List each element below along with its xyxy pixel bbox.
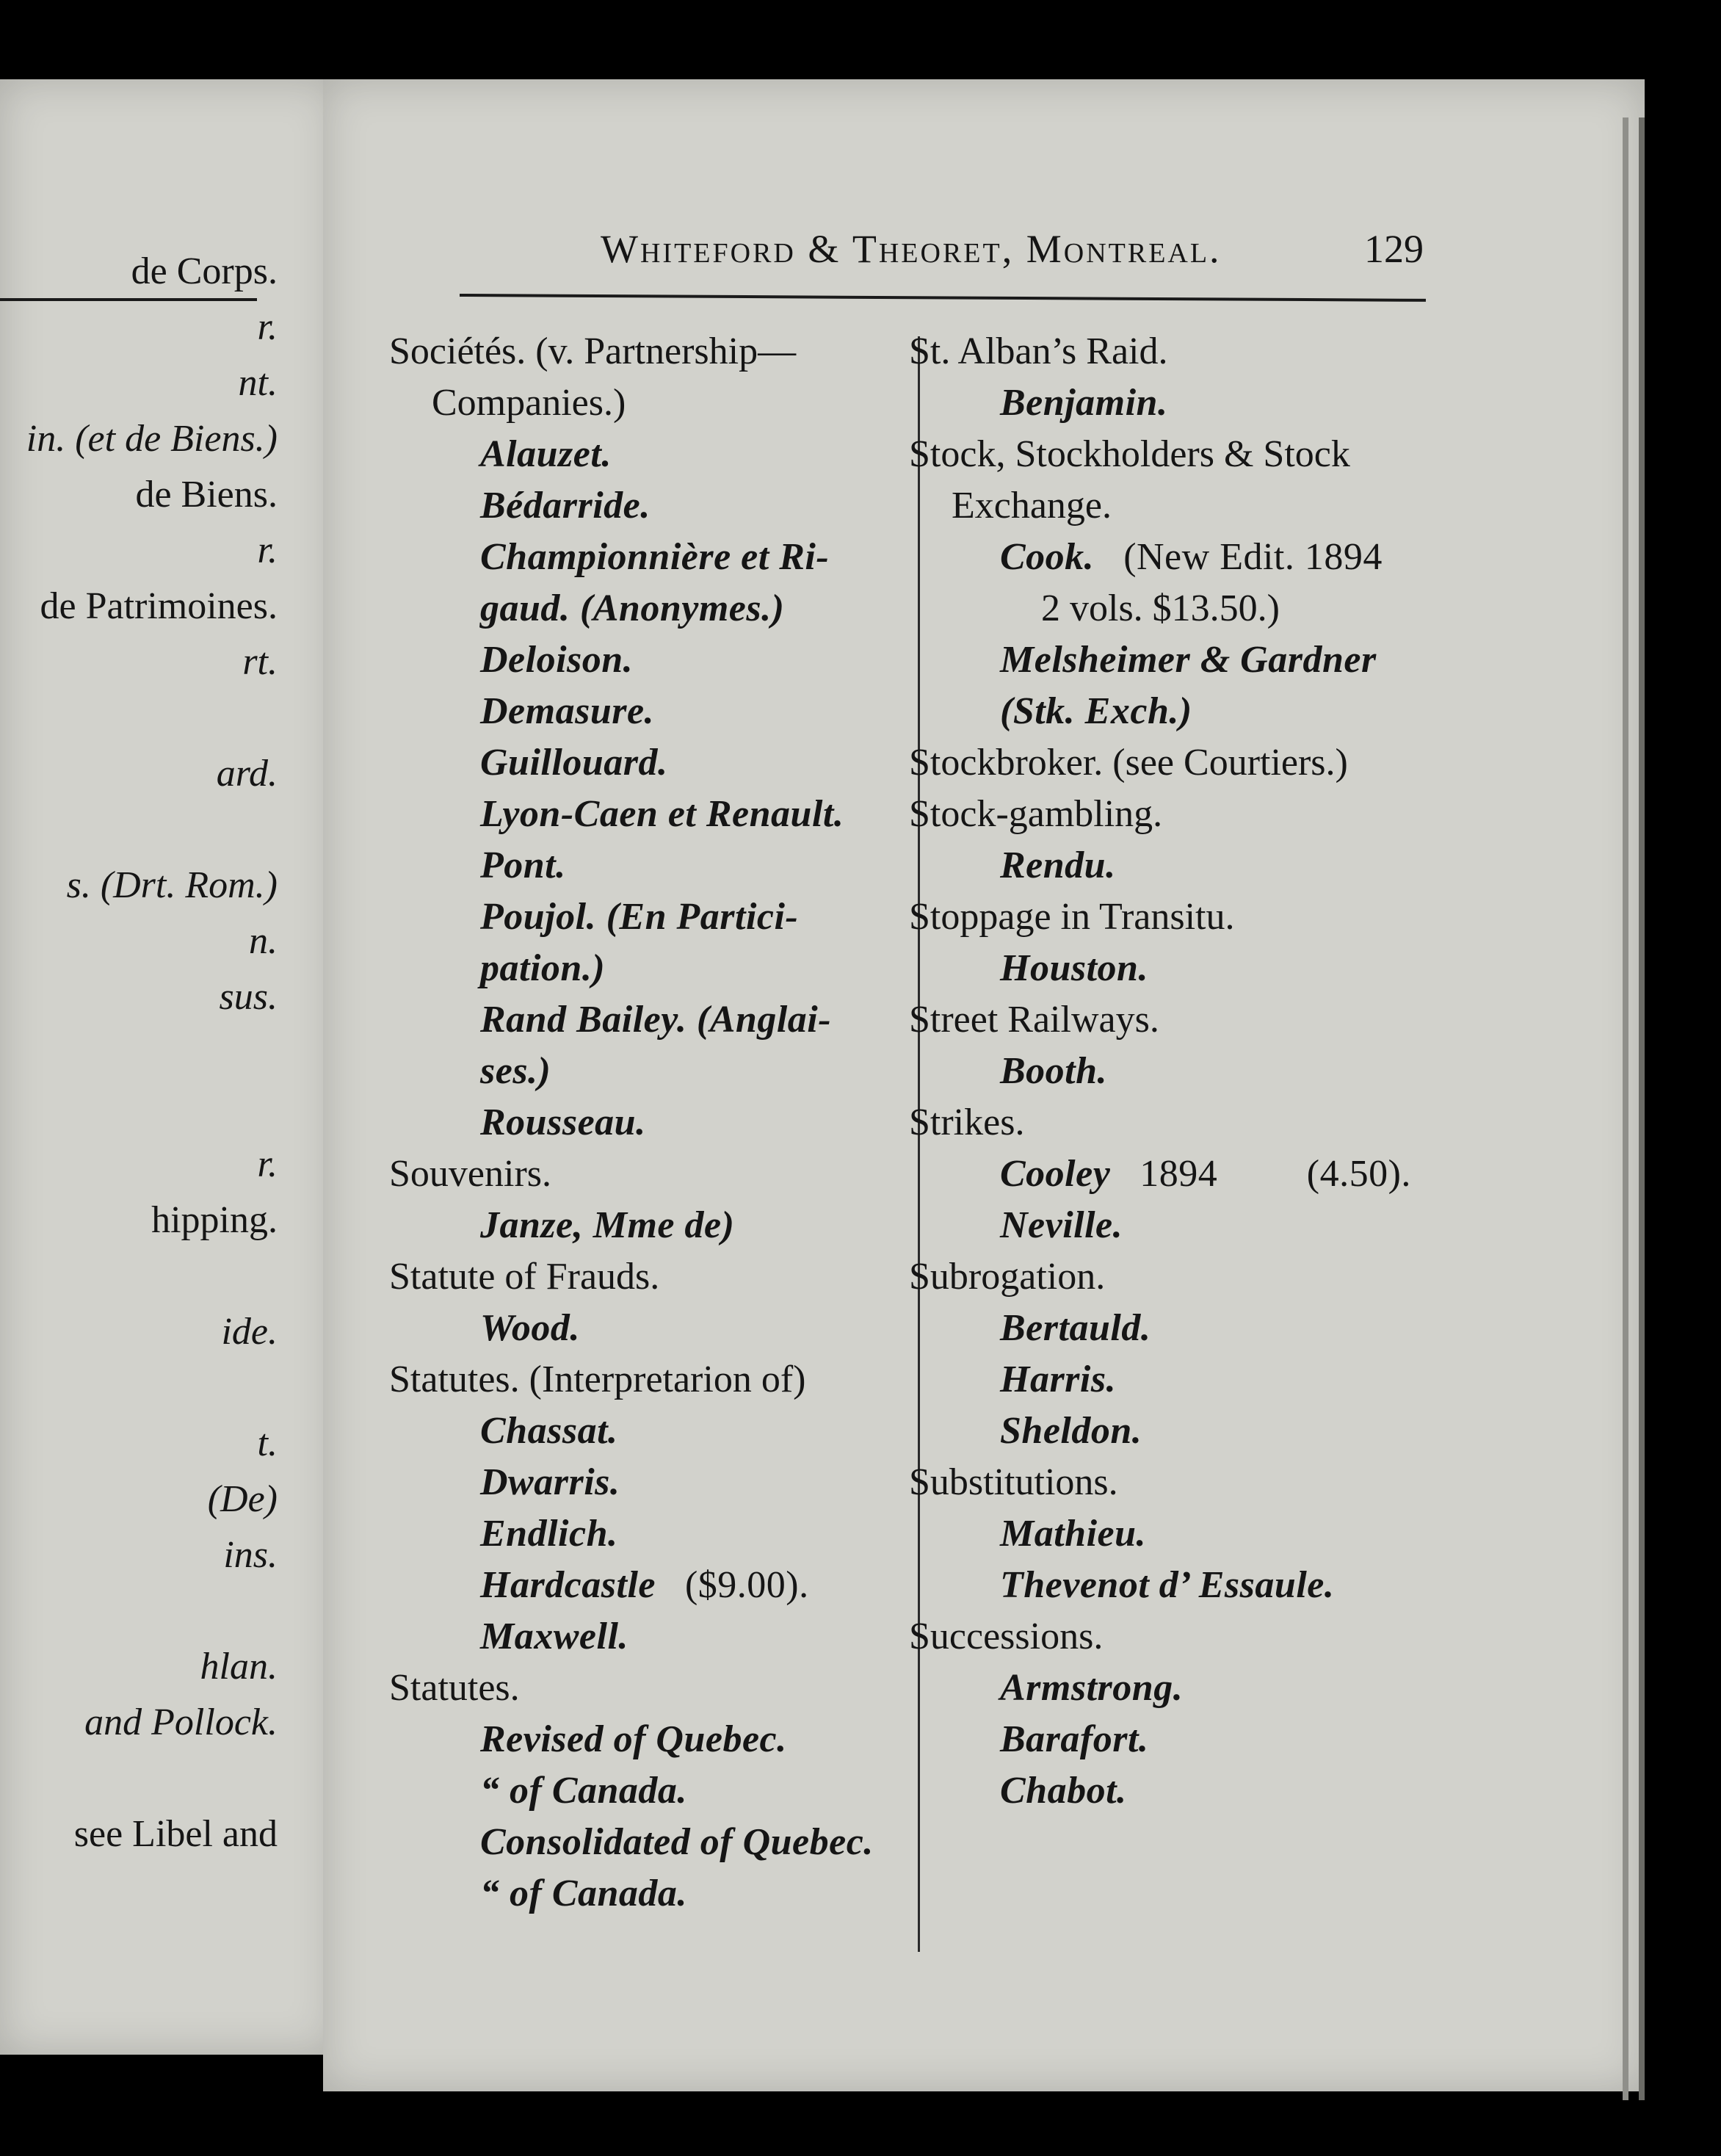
index-subentry [1000,1510,1146,1558]
entry-text: Neville. [1000,1204,1123,1246]
left-page-line: r. [257,1143,278,1185]
left-page-line: hlan. [200,1646,278,1687]
page-number: 129 [1364,227,1424,271]
left-page-line: see Libel and [73,1813,278,1855]
entry-text: Championnière et Ri- [480,536,830,578]
entry-text: “ of Canada. [480,1873,687,1914]
entry-text: Sheldon. [1000,1410,1142,1452]
entry-text: Chassat. [480,1410,618,1452]
entry-text: Companies.) [432,382,626,424]
entry-text: Statute of Frauds. [389,1256,660,1298]
entry-text: Stock, Stockholders & Stock [909,433,1350,475]
index-subentry [480,1613,628,1661]
entry-text: Endlich. [480,1513,618,1555]
index-heading [389,1664,520,1712]
index-subentry [480,1407,618,1455]
entry-text: Dwarris. [480,1461,620,1503]
left-page-line: hipping. [151,1199,278,1241]
entry-text: Benjamin. [1000,382,1168,424]
left-page-line: ard. [216,753,278,795]
entry-text: Souvenirs. [389,1153,551,1195]
entry-price: ($9.00). [684,1564,809,1606]
index-heading [389,1150,551,1198]
index-subentry [480,687,654,736]
index-subentry [480,430,612,479]
index-subentry [480,1510,618,1558]
index-subentry [480,1047,551,1096]
index-heading [389,1356,805,1404]
index-subentry [480,739,667,787]
index-subentry [1000,1407,1142,1455]
left-page-line: nt. [238,362,278,404]
index-subentry [1000,1715,1148,1764]
entry-text: ses.) [480,1050,551,1092]
entry-text: Bertauld. [1000,1307,1151,1349]
entry-text: Rand Bailey. (Anglai- [480,999,832,1041]
entry-text: Barafort. [1000,1718,1149,1760]
left-page-line: r. [257,529,278,571]
index-subentry [480,1099,646,1147]
index-subentry [1000,944,1148,993]
entry-text: Exchange. [952,485,1112,527]
index-subentry [480,636,633,684]
index-subentry [1000,1201,1123,1250]
entry-text: Thevenot d’ Essaule. [1000,1564,1335,1606]
index-subentry [1000,1664,1183,1712]
index-subentry [1000,1561,1334,1610]
left-page-line: rt. [242,641,278,683]
index-heading [952,482,1112,530]
entry-text: (Stk. Exch.) [1000,690,1192,732]
index-subentry [1000,1047,1107,1096]
index-heading [389,328,796,376]
index-heading [909,790,1162,839]
left-page-line: and Pollock. [84,1701,278,1743]
left-page-line: t. [257,1422,278,1464]
left-page-rule [0,298,257,301]
entry-text: pation.) [480,947,606,989]
entry-text: Rendu. [1000,844,1116,886]
entry-text: Maxwell. [480,1616,628,1657]
page-edge [1639,117,1645,2100]
entry-text: Hardcastle [480,1564,656,1606]
entry-text: Deloison. [480,639,634,681]
page-edge [1653,117,1667,2100]
index-subentry [480,1715,787,1764]
entry-text: Street Railways. [909,999,1159,1041]
entry-text: gaud. (Anonymes.) [480,587,785,629]
left-page-line: de Patrimoines. [40,585,278,627]
entry-text: Substitutions. [909,1461,1118,1503]
entry-text: Stock-gambling. [909,793,1163,835]
index-subentry [480,1818,874,1867]
index-subentry [480,893,798,941]
left-page-line: (De) [207,1478,278,1520]
entry-text: Strikes. [909,1101,1025,1143]
entry-text: Harris. [1000,1359,1117,1400]
index-subentry [480,1201,734,1250]
entry-text: Cooley [1000,1153,1111,1195]
index-heading [909,739,1348,787]
left-page-line: in. (et de Biens.) [26,418,278,460]
entry-text: Booth. [1000,1050,1108,1092]
entry-text: Consolidated of Quebec. [480,1821,874,1863]
entry-text: Pont. [480,844,566,886]
entry-text: Melsheimer & Gardner [1000,639,1377,681]
entry-text: Cook. [1000,536,1095,578]
index-subentry [1000,533,1383,582]
entry-text: Successions. [909,1616,1104,1657]
entry-text: Wood. [480,1307,580,1349]
index-heading [909,1458,1118,1507]
entry-text: Stoppage in Transitu. [909,896,1235,938]
left-page-line: ins. [223,1534,278,1576]
entry-text: Rousseau. [480,1101,646,1143]
index-heading [389,1253,659,1301]
entry-text: Demasure. [480,690,655,732]
index-subentry [480,1767,687,1815]
index-heading [1041,585,1280,633]
entry-text: Guillouard. [480,742,668,784]
entry-text: Janze, Mme de) [480,1204,735,1246]
entry-price: 1894 (4.50). [1140,1153,1411,1195]
index-subentry [480,1458,620,1507]
index-heading [432,379,626,427]
left-page-line: s. (Drt. Rom.) [66,864,278,906]
entry-text: Subrogation. [909,1256,1106,1298]
entry-text: St. Alban’s Raid. [909,330,1168,372]
entry-text: Revised of Quebec. [480,1718,787,1760]
left-page-line: ide. [221,1311,278,1353]
index-subentry [1000,379,1167,427]
index-subentry [1000,636,1377,684]
entry-text: Statutes. [389,1667,520,1709]
entry-text: Bédarride. [480,485,651,527]
entry-text: Alauzet. [480,433,612,475]
left-page [0,79,336,2055]
index-subentry [480,1304,580,1353]
index-heading [909,893,1235,941]
entry-text: Stockbroker. (see Courtiers.) [909,742,1348,784]
index-subentry [480,944,605,993]
index-heading [909,1099,1024,1147]
entry-text: Sociétés. (v. Partnership— [389,330,797,372]
index-subentry [1000,842,1116,890]
entry-text: Lyon-Caen et Renault. [480,793,844,835]
left-page-line: de Corps. [131,250,278,292]
index-subentry [480,482,651,530]
entry-text: Armstrong. [1000,1667,1184,1709]
index-subentry [1000,1150,1411,1198]
entry-text: Statutes. (Interpretarion of) [389,1359,806,1400]
entry-text: 2 vols. $13.50.) [1041,587,1280,629]
index-subentry [480,1561,809,1610]
left-page-line: de Biens. [135,474,278,516]
entry-text: “ of Canada. [480,1770,687,1812]
index-subentry [1000,687,1192,736]
running-header-title: Whiteford & Theoret, Montreal. [601,227,1222,271]
index-heading [909,430,1350,479]
page-edge [1623,117,1628,2100]
index-subentry [1000,1356,1116,1404]
index-heading [909,996,1159,1044]
index-subentry [480,842,566,890]
index-subentry [1000,1767,1127,1815]
entry-text: Chabot. [1000,1770,1127,1812]
index-heading [909,1613,1103,1661]
index-heading [909,328,1167,376]
index-subentry [480,790,844,839]
left-page-line: sus. [219,976,278,1018]
index-subentry [480,585,784,633]
index-subentry [480,1870,687,1918]
left-page-line: r. [257,306,278,348]
left-page-line: n. [249,920,278,962]
entry-text: Mathieu. [1000,1513,1147,1555]
index-subentry [480,533,829,582]
index-heading [909,1253,1105,1301]
index-subentry [480,996,831,1044]
index-subentry [1000,1304,1151,1353]
entry-text: Poujol. (En Partici- [480,896,799,938]
entry-price: (New Edit. 1894 [1123,536,1383,578]
entry-text: Houston. [1000,947,1148,989]
